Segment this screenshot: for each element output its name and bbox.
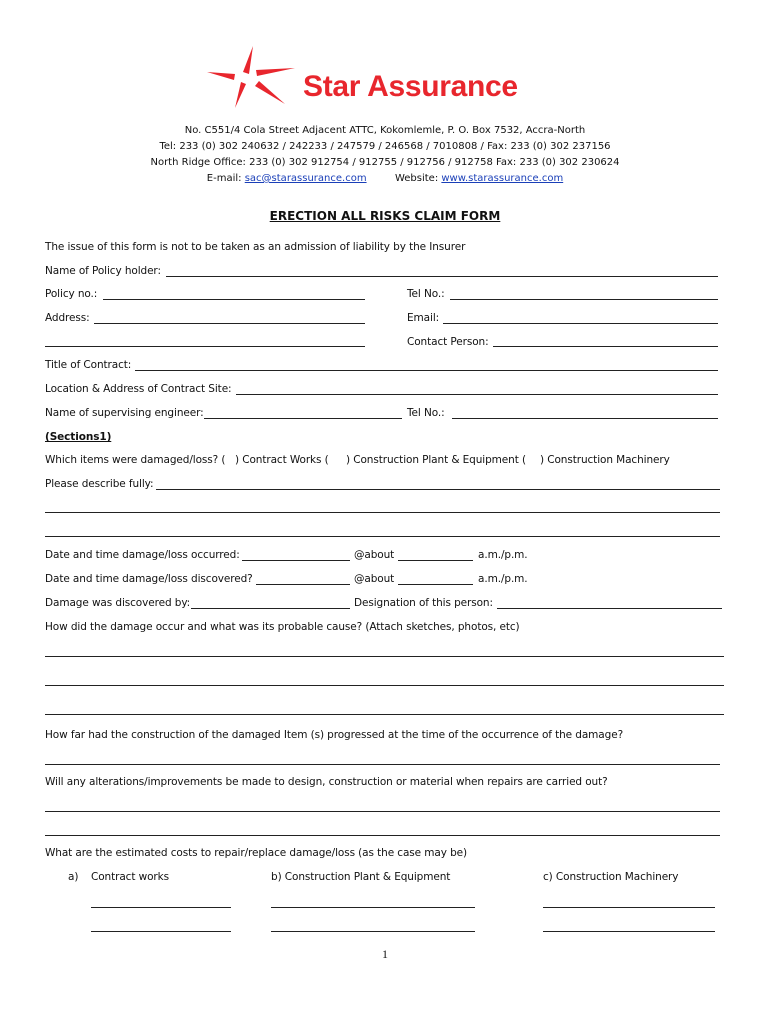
- cost-a-label: Contract works: [91, 871, 169, 883]
- cost-c-field-2[interactable]: [543, 931, 715, 932]
- star-logo-icon: [205, 44, 297, 110]
- designation-label: Designation of this person:: [354, 597, 493, 609]
- progress-question: How far had the construction of the damaged Item (s) progressed at the time of the occurrence of the damage?: [45, 729, 624, 741]
- alterations-question: Will any alterations/improvements be made to design, construction or material when repairs are carried out?: [45, 776, 608, 788]
- tel-no-field[interactable]: [450, 299, 718, 300]
- date-occurred-field[interactable]: [242, 560, 350, 561]
- policy-holder-label: Name of Policy holder:: [45, 265, 161, 277]
- option-plant-equipment[interactable]: ) Construction Plant & Equipment (: [346, 454, 526, 466]
- at-about-label-1: @about: [354, 549, 395, 561]
- costs-question: What are the estimated costs to repair/replace damage/loss (as the case may be): [45, 847, 468, 859]
- cause-field-2[interactable]: [45, 685, 724, 686]
- cost-b-field-1[interactable]: [271, 907, 475, 908]
- cost-a-field-1[interactable]: [91, 907, 231, 908]
- policy-no-label: Policy no.:: [45, 288, 98, 300]
- cost-b-field-2[interactable]: [271, 931, 475, 932]
- describe-field-1[interactable]: [156, 489, 720, 490]
- option-contract-works[interactable]: ) Contract Works (: [235, 454, 329, 466]
- contract-title-label: Title of Contract:: [45, 359, 132, 371]
- cost-a-field-2[interactable]: [91, 931, 231, 932]
- email-link[interactable]: sac@starassurance.com: [244, 173, 367, 184]
- cost-b-label: b) Construction Plant & Equipment: [271, 871, 451, 883]
- describe-field-2[interactable]: [45, 512, 720, 513]
- alterations-field-1[interactable]: [45, 811, 720, 812]
- website-label: Website:: [394, 173, 439, 184]
- company-north-ridge: North Ridge Office: 233 (0) 302 912754 / 912755 / 912756 / 912758 Fax: 233 (0) 302 230624: [150, 157, 620, 168]
- contract-title-field[interactable]: [135, 370, 718, 371]
- cause-question: How did the damage occur and what was its probable cause? (Attach sketches, photos, etc): [45, 621, 520, 633]
- cause-field-3[interactable]: [45, 714, 724, 715]
- engineer-label: Name of supervising engineer:: [45, 407, 204, 419]
- website-link[interactable]: www.starassurance.com: [441, 173, 564, 184]
- cost-a-marker: a): [68, 871, 79, 883]
- email-label: E-mail:: [206, 173, 242, 184]
- engineer-field[interactable]: [204, 418, 402, 419]
- policy-holder-field[interactable]: [166, 276, 718, 277]
- engineer-tel-field[interactable]: [452, 418, 718, 419]
- policy-no-field[interactable]: [103, 299, 365, 300]
- brand-name: Star Assurance: [303, 70, 518, 103]
- page-number: 1: [382, 947, 388, 961]
- disclaimer: The issue of this form is not to be taken as an admission of liability by the Insurer: [45, 241, 466, 253]
- time-discovered-field[interactable]: [398, 584, 473, 585]
- discovered-by-field[interactable]: [191, 608, 350, 609]
- ampm-label-2: a.m./p.m.: [478, 573, 528, 585]
- progress-field[interactable]: [45, 764, 720, 765]
- cause-field-1[interactable]: [45, 656, 724, 657]
- address-field-2[interactable]: [45, 346, 365, 347]
- option-machinery[interactable]: ) Construction Machinery: [540, 454, 670, 466]
- at-about-label-2: @about: [354, 573, 395, 585]
- address-field[interactable]: [94, 323, 365, 324]
- cost-c-label: c) Construction Machinery: [543, 871, 679, 883]
- date-discovered-label: Date and time damage/loss discovered?: [45, 573, 253, 585]
- describe-label: Please describe fully:: [45, 478, 154, 490]
- address-label: Address:: [45, 312, 90, 324]
- email-field-label: Email:: [407, 312, 440, 324]
- cost-c-field-1[interactable]: [543, 907, 715, 908]
- engineer-tel-label: Tel No.:: [407, 407, 445, 419]
- contact-line: [0, 173, 770, 184]
- describe-field-3[interactable]: [45, 536, 720, 537]
- date-discovered-field[interactable]: [256, 584, 350, 585]
- discovered-by-label: Damage was discovered by:: [45, 597, 191, 609]
- company-address: No. C551/4 Cola Street Adjacent ATTC, Kokomlemle, P. O. Box 7532, Accra-North: [184, 125, 586, 136]
- ampm-label-1: a.m./p.m.: [478, 549, 528, 561]
- tel-no-label: Tel No.:: [407, 288, 445, 300]
- contact-person-field[interactable]: [493, 346, 718, 347]
- location-label: Location & Address of Contract Site:: [45, 383, 232, 395]
- designation-field[interactable]: [497, 608, 722, 609]
- location-field[interactable]: [236, 394, 718, 395]
- form-title: ERECTION ALL RISKS CLAIM FORM: [269, 209, 501, 223]
- company-tel: Tel: 233 (0) 302 240632 / 242233 / 247579 / 246568 / 7010808 / Fax: 233 (0) 302 237156: [159, 141, 611, 152]
- email-field[interactable]: [443, 323, 718, 324]
- contact-person-label: Contact Person:: [407, 336, 489, 348]
- items-damaged-question: Which items were damaged/loss? (: [45, 454, 226, 466]
- date-occurred-label: Date and time damage/loss occurred:: [45, 549, 240, 561]
- time-occurred-field[interactable]: [398, 560, 473, 561]
- alterations-field-2[interactable]: [45, 835, 720, 836]
- section-heading: (Sections1): [45, 431, 112, 443]
